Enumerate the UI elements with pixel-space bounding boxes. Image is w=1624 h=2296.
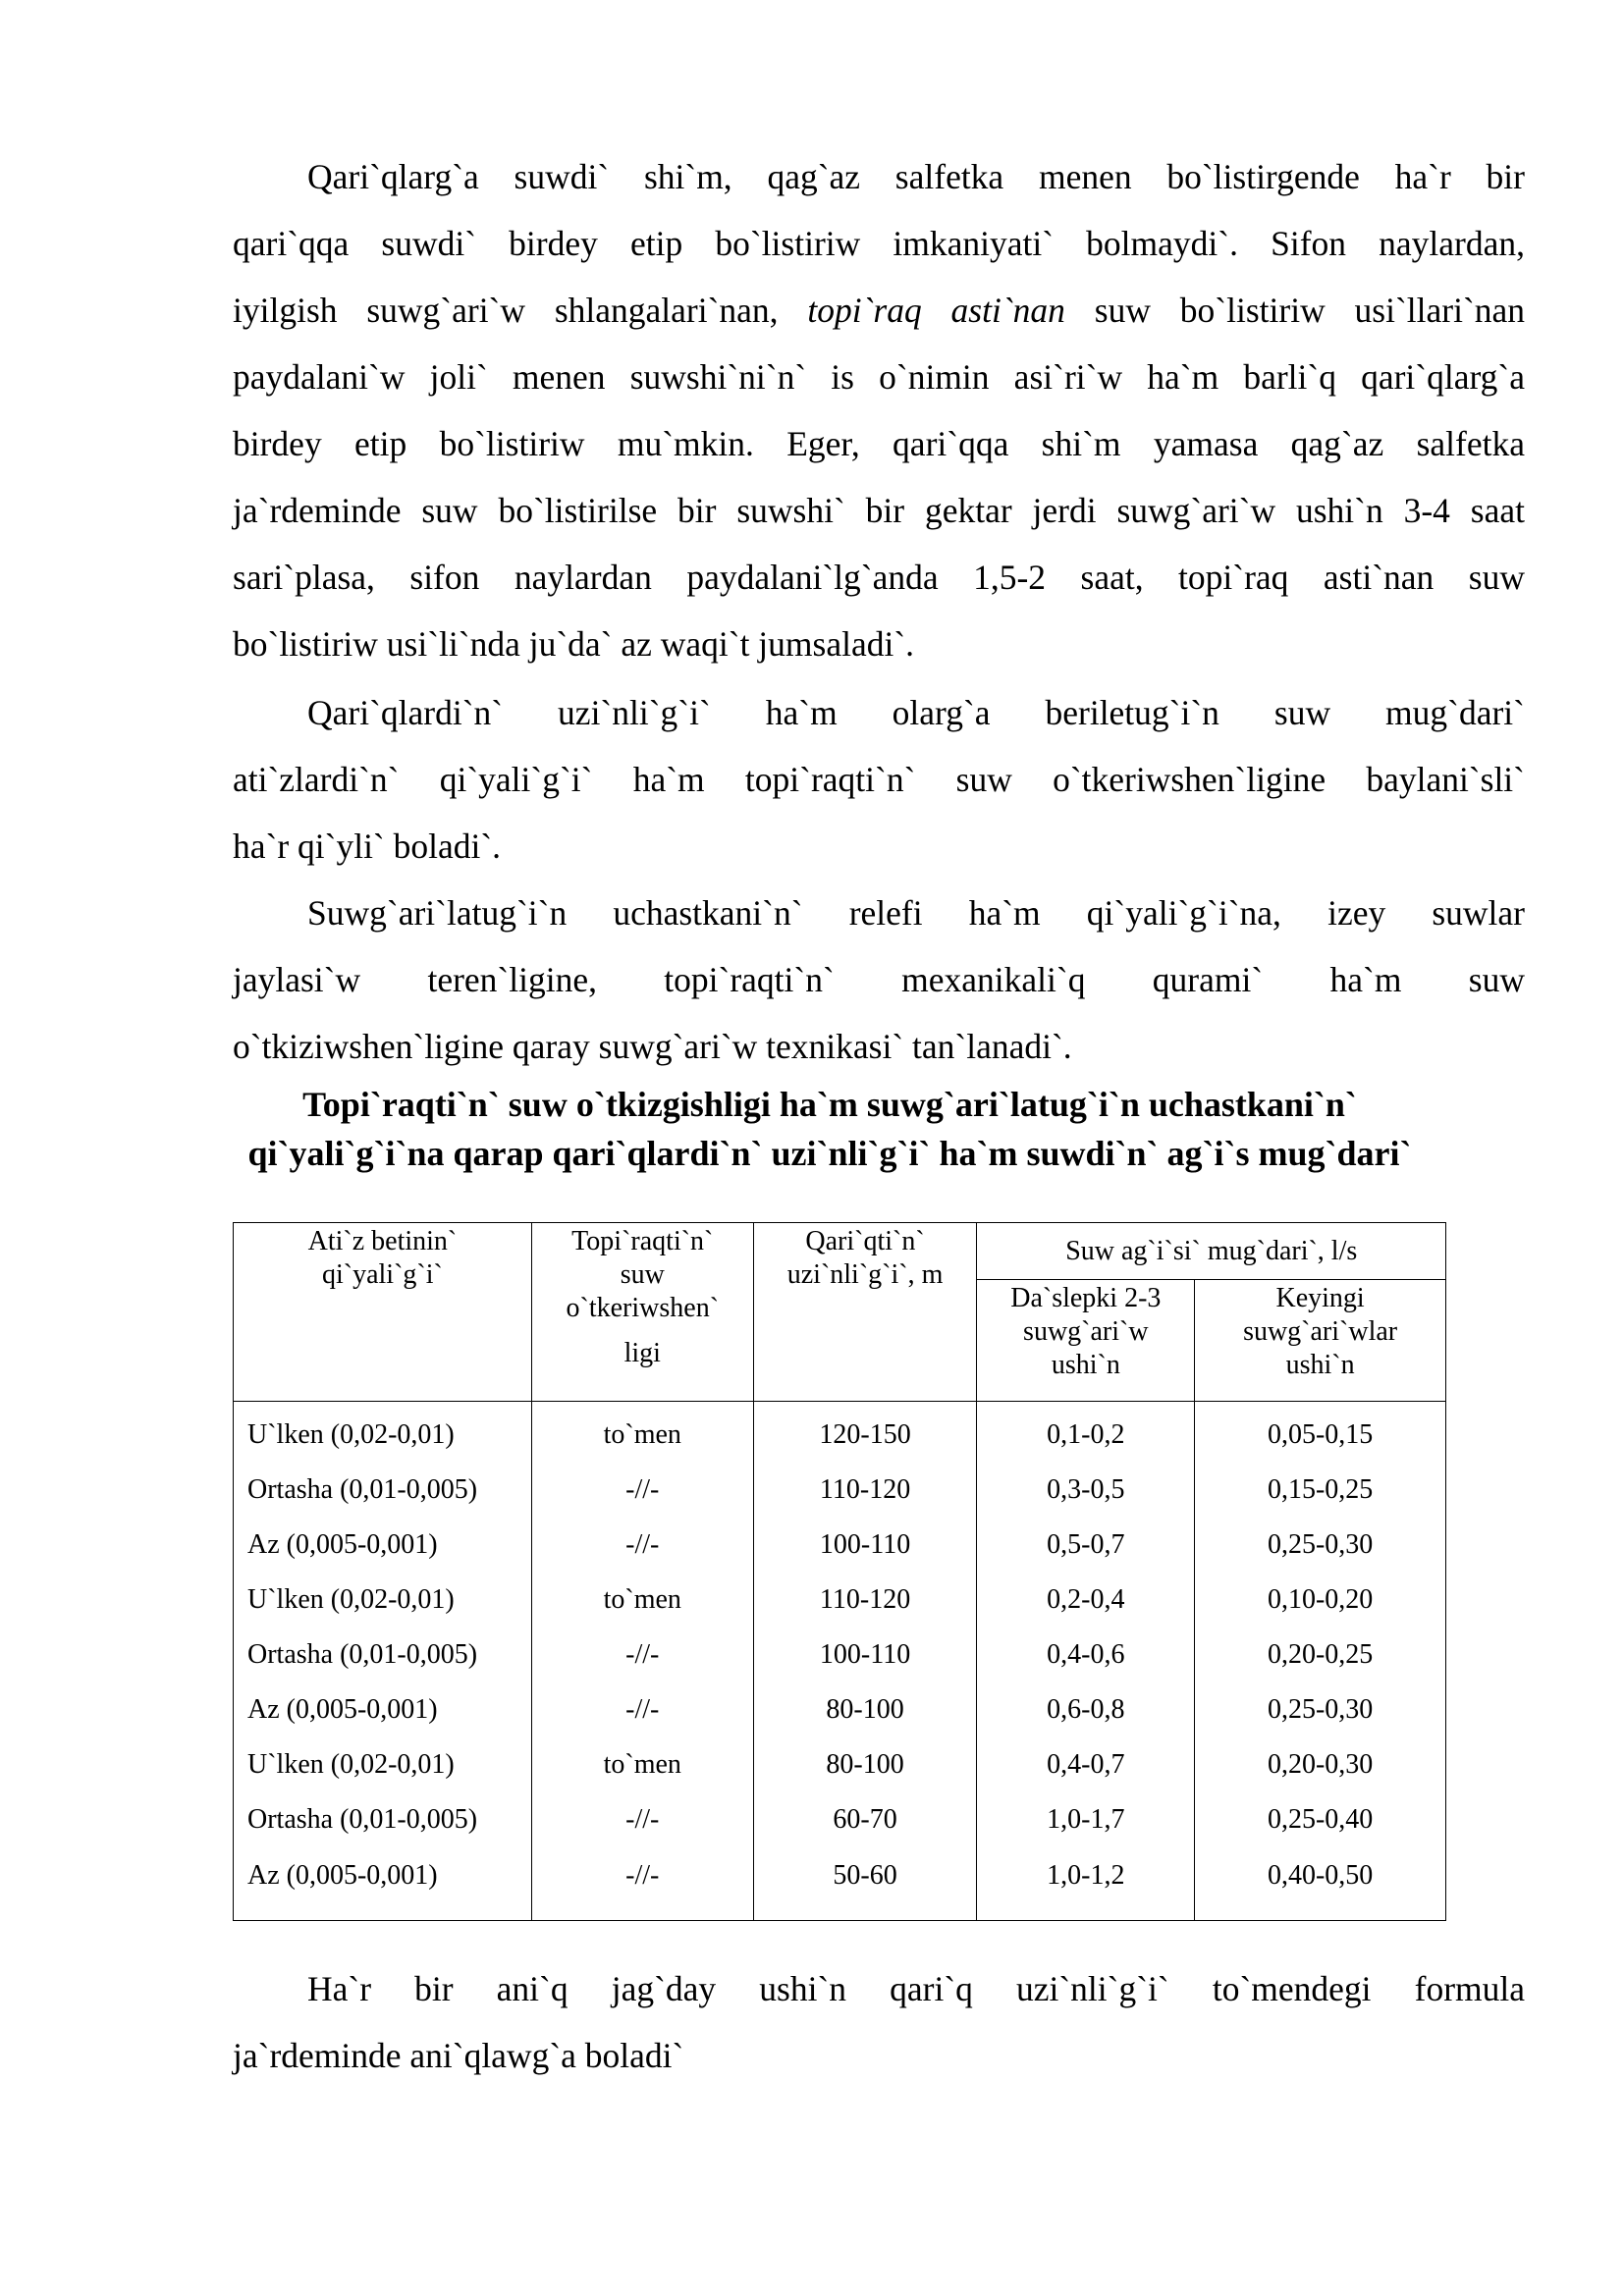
paragraph-1	[233, 143, 1525, 677]
header-first-irrigations	[977, 1280, 1195, 1402]
table-row	[234, 1402, 1446, 1464]
header-permeability	[531, 1223, 753, 1402]
text-line: o`tkiziwshen`ligine qaray suwg`ari`w texnikasi` tan`lanadi`.	[233, 1027, 1072, 1066]
header-text: ligi	[623, 1338, 661, 1368]
cell-permeability: -//-	[531, 1847, 753, 1921]
cell-permeability: -//-	[531, 1518, 753, 1573]
table-title-line: qi`yali`g`i`na qarap qari`qlardi`n` uzi`nli`g`i` ha`m suwdi`n` ag`i`s mug`dari`	[247, 1134, 1412, 1173]
cell-length: 120-150	[753, 1402, 977, 1464]
text-line: ati`zlardi`n` qi`yali`g`i` ha`m topi`raqti`n` suw o`tkeriwshen`ligine baylani`sli`	[233, 760, 1525, 799]
text-segment: suw bo`listiriw usi`llari`nan	[1094, 291, 1526, 330]
cell-next-flow: 0,25-0,30	[1195, 1682, 1446, 1737]
text-line: ha`r qi`yli` boladi`.	[233, 827, 502, 866]
cell-next-flow: 0,20-0,25	[1195, 1628, 1446, 1682]
table-row	[234, 1518, 1446, 1573]
header-text: ushi`n	[1285, 1350, 1355, 1380]
header-text: Ati`z betinin`	[307, 1226, 458, 1256]
table-row	[234, 1737, 1446, 1792]
header-slope	[234, 1223, 532, 1402]
text-line: jaylasi`w teren`ligine, topi`raqti`n` mexanikali`q qurami` ha`m suw	[233, 960, 1525, 999]
header-text: suwg`ari`w	[1023, 1316, 1149, 1347]
cell-first-flow: 0,4-0,6	[977, 1628, 1195, 1682]
table-row	[234, 1847, 1446, 1921]
cell-permeability: -//-	[531, 1682, 753, 1737]
cell-permeability: to`men	[531, 1402, 753, 1464]
table-title-line: Topi`raqti`n` suw o`tkizgishligi ha`m suwg`ari`latug`i`n uchastkani`n`	[302, 1085, 1357, 1124]
table-row	[234, 1682, 1446, 1737]
cell-slope: Ortasha (0,01-0,005)	[234, 1463, 532, 1518]
cell-first-flow: 1,0-1,7	[977, 1792, 1195, 1847]
header-text: Qari`qti`n`	[805, 1226, 925, 1256]
cell-permeability: -//-	[531, 1792, 753, 1847]
cell-slope: Az (0,005-0,001)	[234, 1847, 532, 1921]
cell-slope: Az (0,005-0,001)	[234, 1682, 532, 1737]
text-line: qari`qqa suwdi` birdey etip bo`listiriw imkaniyati` bolmaydi`. Sifon naylardan,	[233, 224, 1525, 263]
cell-length: 80-100	[753, 1682, 977, 1737]
cell-length: 110-120	[753, 1463, 977, 1518]
header-furrow-length	[753, 1223, 977, 1402]
header-text: suwg`ari`wlar	[1243, 1316, 1398, 1347]
cell-first-flow: 0,6-0,8	[977, 1682, 1195, 1737]
cell-slope: Ortasha (0,01-0,005)	[234, 1792, 532, 1847]
cell-length: 80-100	[753, 1737, 977, 1792]
cell-length: 60-70	[753, 1792, 977, 1847]
cell-length: 100-110	[753, 1628, 977, 1682]
cell-first-flow: 0,1-0,2	[977, 1402, 1195, 1464]
header-text: o`tkeriwshen`	[566, 1293, 720, 1323]
cell-first-flow: 0,3-0,5	[977, 1463, 1195, 1518]
cell-first-flow: 0,4-0,7	[977, 1737, 1195, 1792]
cell-first-flow: 1,0-1,2	[977, 1847, 1195, 1921]
header-next-irrigations	[1195, 1280, 1446, 1402]
text-line: Qari`qlarg`a suwdi` shi`m, qag`az salfetka menen bo`listirgende ha`r bir	[307, 157, 1525, 196]
header-text: ushi`n	[1051, 1350, 1120, 1380]
table-title	[196, 1080, 1463, 1178]
table-row	[234, 1573, 1446, 1628]
text-line: sari`plasa, sifon naylardan paydalani`lg`anda 1,5-2 saat, topi`raq asti`nan suw	[233, 558, 1525, 597]
cell-first-flow: 0,5-0,7	[977, 1518, 1195, 1573]
text-line	[233, 277, 1525, 344]
cell-length: 50-60	[753, 1847, 977, 1921]
paragraph-3	[233, 880, 1525, 1080]
cell-slope: U`lken (0,02-0,01)	[234, 1402, 532, 1464]
italic-phrase: topi`raq asti`nan	[807, 291, 1065, 330]
cell-next-flow: 0,40-0,50	[1195, 1847, 1446, 1921]
cell-first-flow: 0,2-0,4	[977, 1573, 1195, 1628]
text-line: paydalani`w joli` menen suwshi`ni`n` is o`nimin asi`ri`w ha`m barli`q qari`qlarg`a	[233, 357, 1525, 397]
header-text: suw	[620, 1259, 665, 1290]
header-text: Keyingi	[1275, 1283, 1365, 1313]
cell-slope: Ortasha (0,01-0,005)	[234, 1628, 532, 1682]
cell-next-flow: 0,15-0,25	[1195, 1463, 1446, 1518]
cell-permeability: -//-	[531, 1463, 753, 1518]
header-text: Da`slepki 2-3	[1010, 1283, 1162, 1313]
text-line: birdey etip bo`listiriw mu`mkin. Eger, qari`qqa shi`m yamasa qag`az salfetka	[233, 424, 1525, 463]
cell-slope: U`lken (0,02-0,01)	[234, 1573, 532, 1628]
cell-permeability: to`men	[531, 1737, 753, 1792]
paragraph-4	[233, 1955, 1525, 2089]
text-line: ja`rdeminde suw bo`listirilse bir suwshi` bir gektar jerdi suwg`ari`w ushi`n 3-4 saat	[233, 491, 1525, 530]
data-table	[233, 1222, 1446, 1921]
cell-permeability: -//-	[531, 1628, 753, 1682]
text-line: Ha`r bir ani`q jag`day ushi`n qari`q uzi`nli`g`i` to`mendegi formula	[307, 1969, 1525, 2008]
cell-next-flow: 0,10-0,20	[1195, 1573, 1446, 1628]
table-row	[234, 1792, 1446, 1847]
cell-length: 110-120	[753, 1573, 977, 1628]
cell-slope: Az (0,005-0,001)	[234, 1518, 532, 1573]
cell-next-flow: 0,25-0,30	[1195, 1518, 1446, 1573]
cell-next-flow: 0,20-0,30	[1195, 1737, 1446, 1792]
table-row	[234, 1463, 1446, 1518]
text-line: Qari`qlardi`n` uzi`nli`g`i` ha`m olarg`a beriletug`i`n suw mug`dari`	[307, 693, 1525, 732]
header-text: qi`yali`g`i`	[322, 1259, 443, 1290]
paragraph-2	[233, 679, 1525, 880]
text-line: Suwg`ari`latug`i`n uchastkani`n` relefi ha`m qi`yali`g`i`na, izey suwlar	[307, 893, 1525, 933]
text-line: bo`listiriw usi`li`nda ju`da` az waqi`t jumsaladi`.	[233, 624, 915, 664]
text-segment: iyilgish suwg`ari`w shlangalari`nan,	[233, 291, 779, 330]
text-line: ja`rdeminde ani`qlawg`a boladi`	[233, 2036, 684, 2075]
cell-permeability: to`men	[531, 1573, 753, 1628]
cell-slope: U`lken (0,02-0,01)	[234, 1737, 532, 1792]
cell-next-flow: 0,25-0,40	[1195, 1792, 1446, 1847]
cell-length: 100-110	[753, 1518, 977, 1573]
header-text: Topi`raqti`n`	[571, 1226, 714, 1256]
header-text: uzi`nli`g`i`, m	[786, 1259, 944, 1290]
header-flow-rate: Suw ag`i`si` mug`dari`, l/s	[977, 1223, 1446, 1280]
table-row	[234, 1628, 1446, 1682]
cell-next-flow: 0,05-0,15	[1195, 1402, 1446, 1464]
